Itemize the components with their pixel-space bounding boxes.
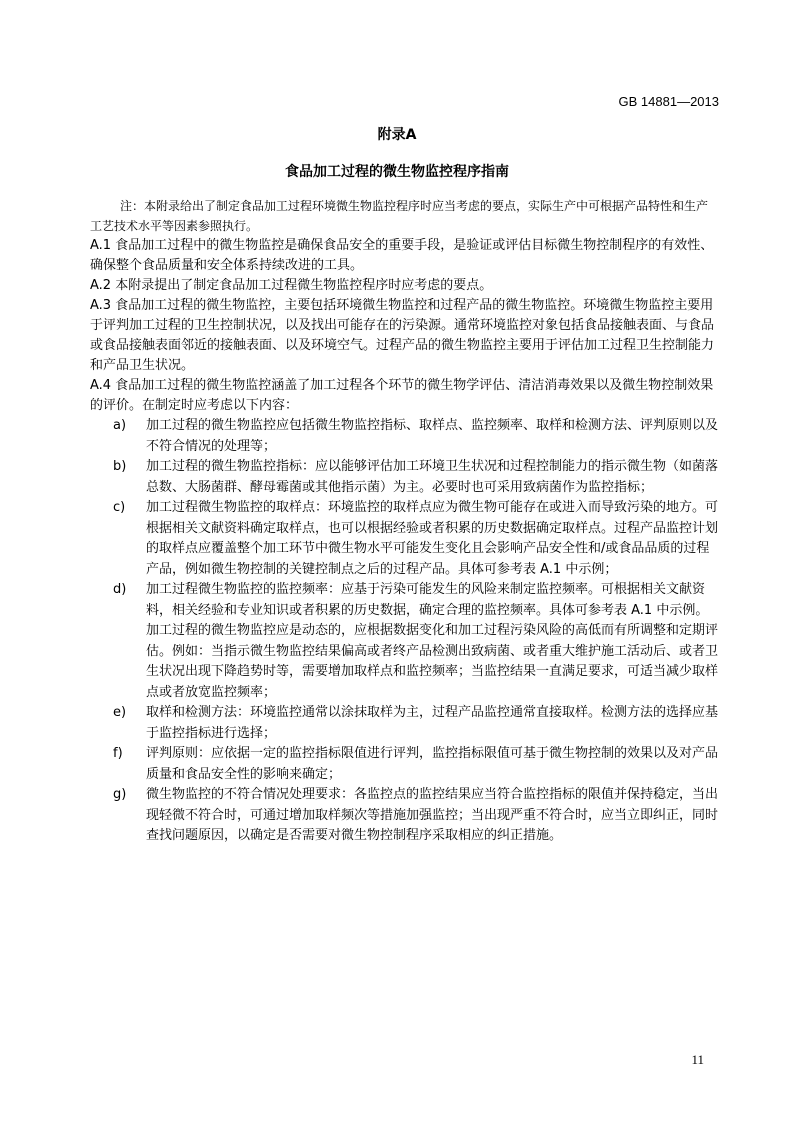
list-item-label: a) bbox=[113, 418, 127, 433]
list-item-label: b) bbox=[113, 459, 127, 474]
paragraph-a4: A.4 食品加工过程的微生物监控涵盖了加工过程各个环节的微生物学评估、清洁消毒效果以及微生物控制效果的评价。在制定时应考虑以下内容： bbox=[90, 378, 714, 413]
paragraph-a3: A.3 食品加工过程的微生物监控，主要包括环境微生物监控和过程产品的微生物监控。环境微生物监控主要用于评判加工过程的卫生控制状况，以及找出可能存在的污染源。通常环境监控对象包括食品接触表面、与食品或食品接触表面邻近的接触表面、以及环境空气。过程产品的微生物监控主要用于评估加工过程卫生控制能力和产品卫生状况。 bbox=[90, 298, 715, 373]
list-item-text: 加工过程的微生物监控指标：应以能够评估加工环境卫生状况和过程控制能力的指示微生物（如菌落总数、大肠菌群、酵母霉菌或其他指示菌）为主。必要时也可采用致病菌作为监控指标； bbox=[146, 459, 719, 495]
list-item-text: 加工过程的微生物监控应包括微生物监控指标、取样点、监控频率、取样和检测方法、评判原则以及不符合情况的处理等； bbox=[146, 418, 719, 454]
list-item bbox=[113, 416, 718, 457]
note-paragraph: 注：本附录给出了制定食品加工过程环境微生物监控程序时应当考虑的要点，实际生产中可根据产品特性和生产工艺技术水平等因素参照执行。 bbox=[90, 199, 709, 233]
list-item-text: 评判原则：应依据一定的监控指标限值进行评判，监控指标限值可基于微生物控制的效果以及对产品质量和食品安全性的影响来确定； bbox=[146, 746, 719, 782]
page-number: 11 bbox=[691, 1052, 704, 1067]
list-item-label: g) bbox=[113, 787, 127, 802]
document-body bbox=[90, 196, 718, 847]
list-item-label: c) bbox=[113, 500, 126, 515]
list-item bbox=[113, 498, 718, 580]
list-item-label: d) bbox=[113, 582, 127, 597]
list-item-label: f) bbox=[113, 746, 123, 761]
appendix-label: 附录A bbox=[377, 127, 417, 143]
list-item bbox=[113, 703, 718, 744]
list-item bbox=[113, 744, 718, 785]
page-title: 食品加工过程的微生物监控程序指南 bbox=[285, 164, 509, 180]
paragraph-a2: A.2 本附录提出了制定食品加工过程微生物监控程序时应考虑的要点。 bbox=[90, 278, 493, 293]
paragraph-a1: A.1 食品加工过程中的微生物监控是确保食品安全的重要手段，是验证或评估目标微生物控制程序的有效性、确保整个食品质量和安全体系持续改进的工具。 bbox=[90, 238, 714, 273]
document-code: GB 14881—2013 bbox=[618, 94, 719, 109]
list-item bbox=[113, 457, 718, 498]
list-item bbox=[113, 580, 718, 703]
list-item bbox=[113, 785, 718, 847]
list-item-text: 加工过程微生物监控的取样点：环境监控的取样点应为微生物可能存在或进入而导致污染的地方。可根据相关文献资料确定取样点，也可以根据经验或者积累的历史数据确定取样点。过程产品监控计划的取样点应覆盖整个加工环节中微生物水平可能发生变化且会影响产品安全性和/或食品品质的过程产品，例如微生物控制的关键控制点之后的过程产品。具体可参考表 A.1 中示例； bbox=[146, 500, 719, 577]
requirements-list bbox=[90, 416, 718, 847]
list-item-text: 微生物监控的不符合情况处理要求：各监控点的监控结果应当符合监控指标的限值并保持稳定，当出现轻微不符合时，可通过增加取样频次等措施加强监控；当出现严重不符合时，应当立即纠正，同时查找问题原因，以确定是否需要对微生物控制程序采取相应的纠正措施。 bbox=[146, 787, 719, 843]
list-item-text: 加工过程微生物监控的监控频率：应基于污染可能发生的风险来制定监控频率。可根据相关文献资料，相关经验和专业知识或者积累的历史数据，确定合理的监控频率。具体可参考表 A.1 中示例。加工过程的微生物监控应是动态的，应根据数据变化和加工过程污染风险的高低而有所调整和定期评估。例如：当指示微生物监控结果偏高或者终产品检测出致病菌、或者重大维护施工活动后、或者卫生状况出现下降趋势时等，需要增加取样点和监控频率；当监控结果一直满足要求，可适当减少取样点或者放宽监控频率； bbox=[146, 582, 719, 700]
list-item-label: e) bbox=[113, 705, 127, 720]
list-item-text: 取样和检测方法：环境监控通常以涂抹取样为主，过程产品监控通常直接取样。检测方法的选择应基于监控指标进行选择； bbox=[146, 705, 719, 741]
